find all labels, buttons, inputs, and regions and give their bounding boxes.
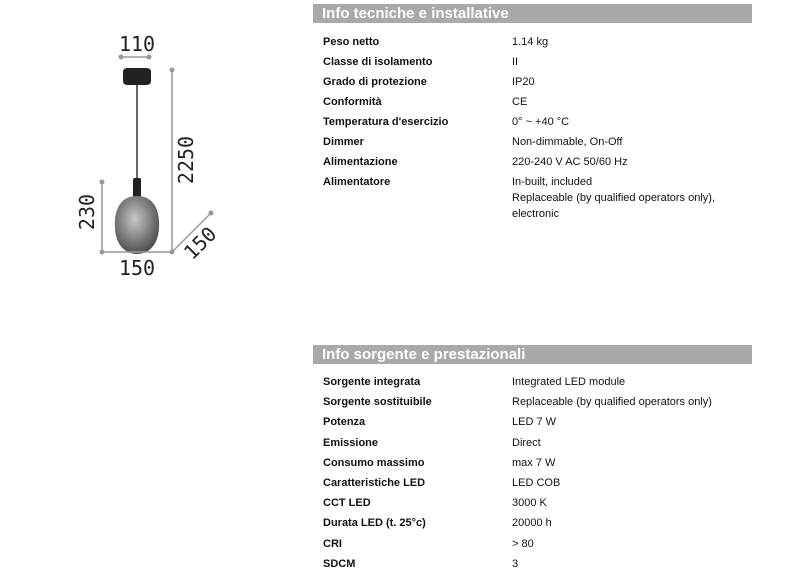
shade-height-dimension-line [100, 180, 105, 255]
spec-row [323, 475, 753, 495]
spec-value: 3 [512, 557, 519, 570]
spec-value: IP20 [512, 76, 535, 88]
spec-label: Grado di protezione [323, 76, 427, 88]
spec-label: Peso netto [323, 36, 380, 48]
spec-row [323, 34, 753, 54]
lamp-holder [133, 178, 141, 198]
spec-row [323, 556, 753, 576]
product-dimension-drawing [0, 0, 300, 300]
spec-label: Temperatura d'esercizio [323, 116, 449, 128]
spec-value: Non-dimmable, On-Off [512, 136, 623, 148]
source-spec-table [323, 374, 753, 576]
spec-value: Integrated LED module [512, 376, 626, 388]
spec-row [323, 94, 753, 114]
spec-row [323, 455, 753, 475]
technical-section-header: Info tecniche e installative [313, 4, 752, 23]
smoked-glass-shade [115, 196, 159, 254]
spec-row [323, 536, 753, 556]
spec-row [323, 134, 753, 154]
spec-value: 3000 K [512, 497, 547, 510]
spec-value: II [512, 56, 519, 68]
spec-row [323, 515, 753, 535]
ceiling-canopy [123, 68, 151, 85]
shade-height-label: 230 [75, 193, 99, 231]
spec-value: 220-240 V AC 50/60 Hz [512, 156, 628, 168]
spec-label: CRI [323, 537, 342, 550]
depth-label: 150 [178, 221, 222, 265]
spec-value: LED COB [512, 476, 561, 489]
spec-value: 0° ~ +40 °C [512, 116, 570, 128]
spec-label: Alimentazione [323, 156, 398, 168]
spec-label: SDCM [323, 557, 356, 570]
technical-spec-table [323, 34, 753, 222]
spec-label: Consumo massimo [323, 456, 425, 469]
spec-row [323, 154, 753, 174]
spec-row [323, 414, 753, 434]
source-section-header: Info sorgente e prestazionali [313, 345, 752, 364]
spec-label: Caratteristiche LED [323, 476, 426, 489]
spec-value: Replaceable (by qualified operators only) [512, 396, 712, 409]
spec-row [323, 374, 753, 394]
spec-row [323, 54, 753, 74]
spec-label: Dimmer [323, 136, 364, 148]
width-label: 150 [118, 256, 156, 280]
spec-value: 20000 h [512, 517, 552, 530]
total-height-label: 2250 [174, 135, 198, 185]
spec-row [323, 394, 753, 414]
spec-value: > 80 [512, 537, 534, 550]
spec-row [323, 174, 753, 222]
spec-row [323, 495, 753, 515]
spec-value: max 7 W [512, 456, 556, 469]
spec-label: Conformità [323, 96, 382, 108]
spec-label: Sorgente integrata [323, 376, 421, 388]
spec-value: CE [512, 96, 528, 108]
spec-row [323, 114, 753, 134]
spec-row [323, 74, 753, 94]
spec-label: Emissione [323, 436, 379, 449]
spec-value: LED 7 W [512, 416, 557, 429]
spec-label: Sorgente sostituibile [323, 396, 432, 409]
spec-value: Direct [512, 436, 541, 449]
canopy-diameter-label: 110 [118, 32, 156, 56]
spec-label: Potenza [323, 416, 366, 429]
spec-row [323, 435, 753, 455]
spec-label: Alimentatore [323, 176, 391, 188]
spec-value: 1.14 kg [512, 36, 549, 48]
spec-label: Durata LED (t. 25°c) [323, 517, 426, 530]
spec-label: Classe di isolamento [323, 56, 433, 68]
spec-value: In-built, included Replaceable (by qualified operators only), electronic [512, 176, 716, 220]
spec-label: CCT LED [323, 497, 371, 510]
